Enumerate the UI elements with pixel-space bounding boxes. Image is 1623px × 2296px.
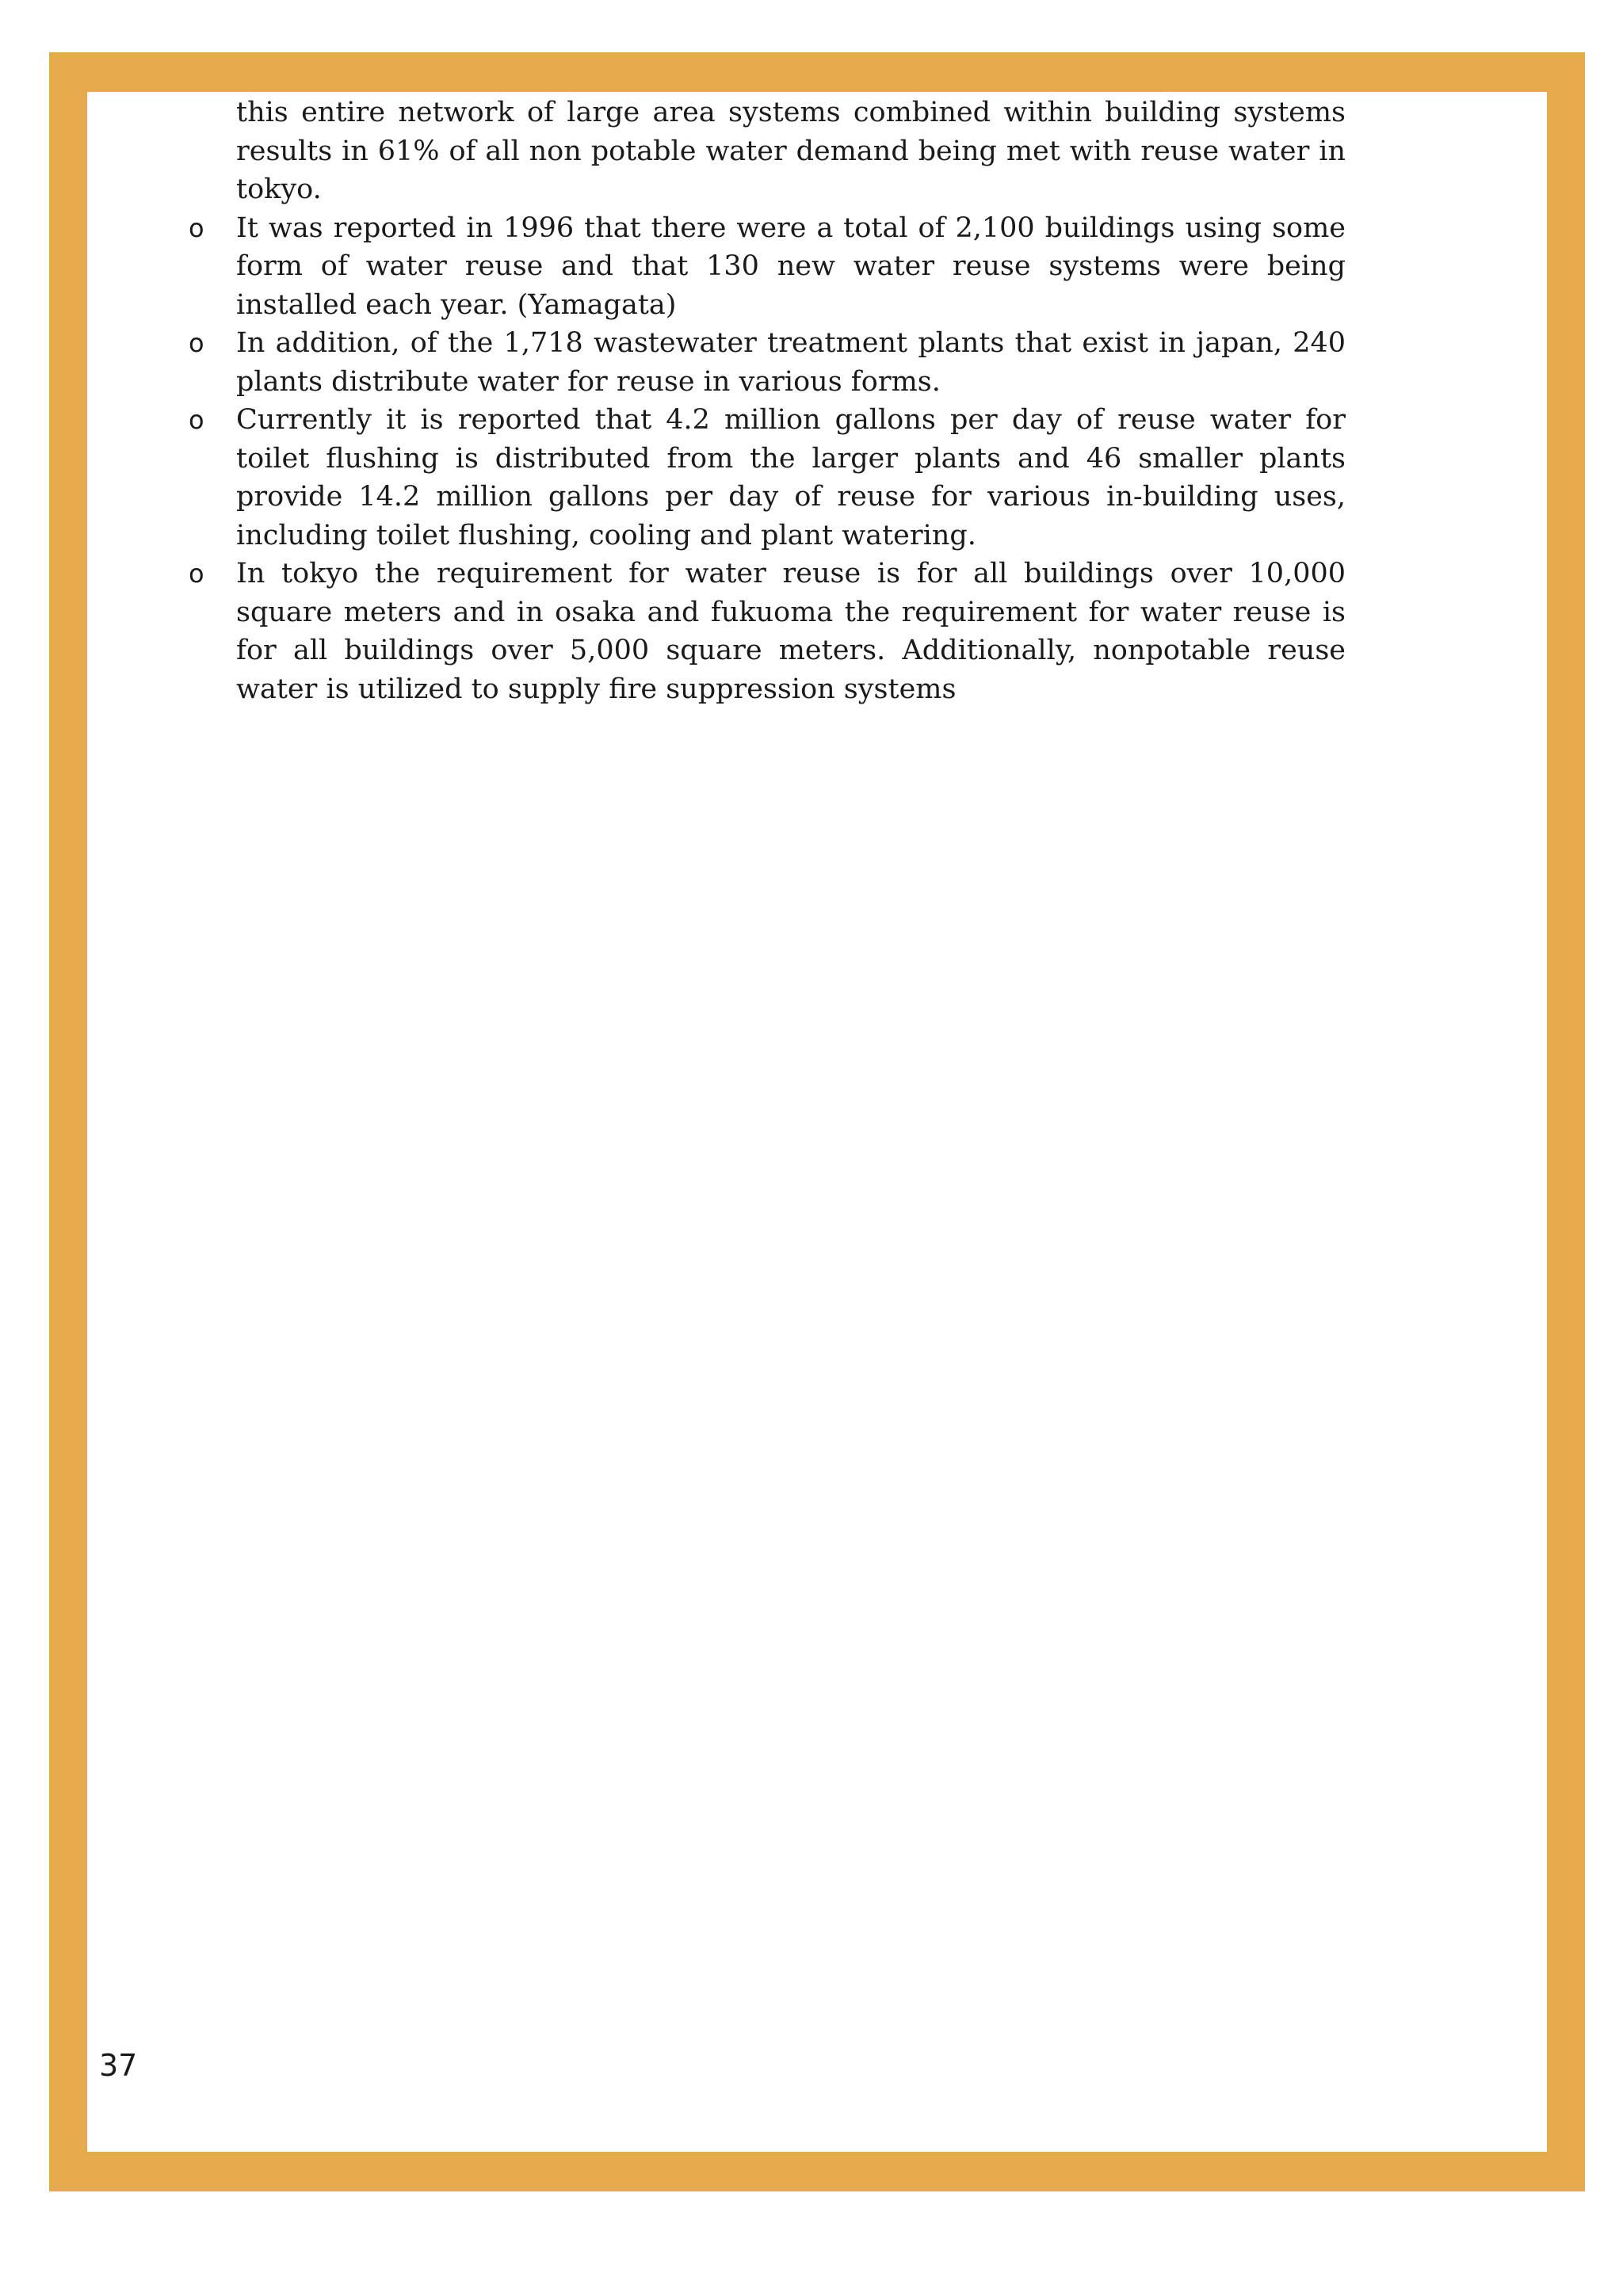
document-body: [189, 93, 1346, 708]
bullet-marker: o: [189, 405, 204, 435]
list-item-text: Currently it is reported that 4.2 million gallons per day of reuse water for toilet flushing is distributed from the larger plants and 46 smaller plants provide 14.2 million gallons per day of reuse for various in-building uses, including toilet flushing, cooling and plant watering.: [236, 404, 1346, 551]
bullet-list: [189, 209, 1346, 709]
list-item: [189, 555, 1346, 708]
continuation-paragraph: this entire network of large area systems combined within building systems results in 61% of all non potable water demand being met with reuse water in tokyo.: [236, 97, 1346, 205]
bullet-marker: o: [189, 212, 204, 243]
list-item: [189, 324, 1346, 401]
list-item: [189, 209, 1346, 325]
list-item-text: In tokyo the requirement for water reuse is for all buildings over 10,000 square meters and in osaka and fukuoma the requirement for water reuse is for all buildings over 5,000 square meters. Additionally, nonpotable reuse water is utilized to supply fire suppression systems: [236, 558, 1346, 705]
list-item-text: It was reported in 1996 that there were a total of 2,100 buildings using some form of water reuse and that 130 new water reuse systems were being installed each year. (Yamagata): [236, 212, 1346, 321]
page-number: 37: [99, 2048, 138, 2083]
bullet-marker: o: [189, 559, 204, 589]
list-item-text: In addition, of the 1,718 wastewater treatment plants that exist in japan, 240 plants distribute water for reuse in various forms.: [236, 327, 1346, 398]
bullet-marker: o: [189, 328, 204, 358]
list-item: [189, 401, 1346, 555]
